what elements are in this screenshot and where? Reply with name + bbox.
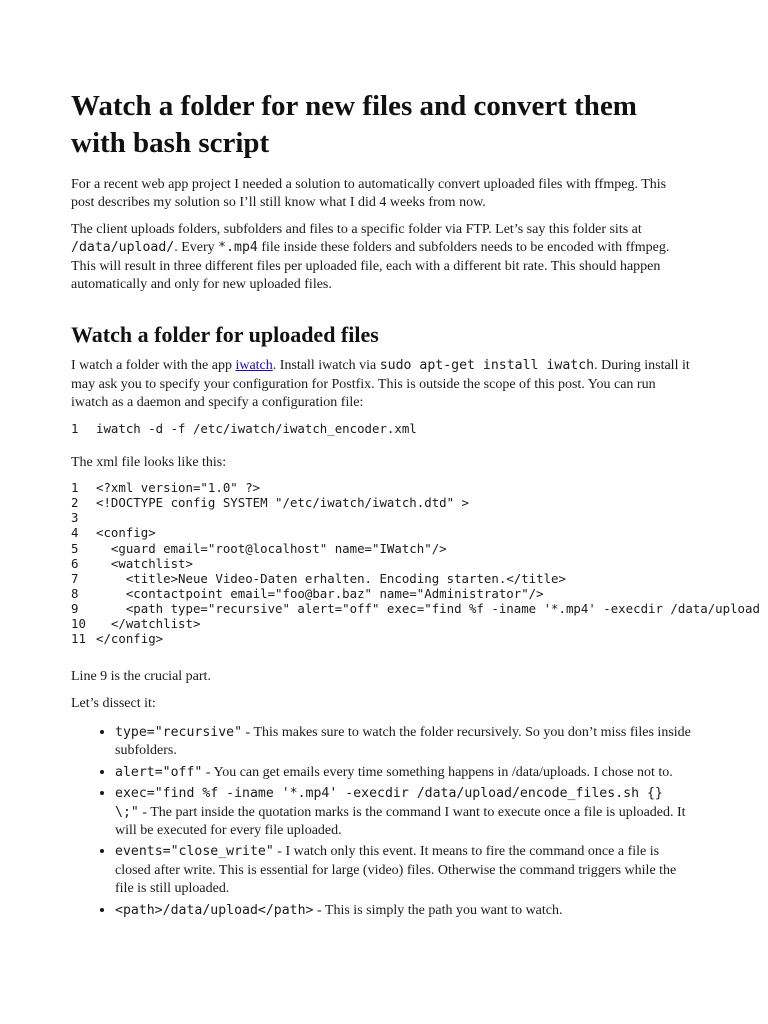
intro-paragraph: For a recent web app project I needed a solution to automatically convert uploaded files with ffmpeg. This post describes my solution so I’ll still know what I did 4 weeks from now. [71, 177, 667, 211]
line-number: 10 [71, 616, 86, 631]
line-number: 1 [71, 420, 79, 436]
line-number: 11 [71, 631, 86, 647]
line-number: 8 [71, 585, 79, 601]
list-item: • type="recursive" - This makes sure to watch the folder recursively. So you don’t miss files inside subfolders. [115, 723, 691, 761]
code-text: <watchlist> [96, 555, 193, 571]
code-line [71, 571, 768, 586]
code-text: <guard email="root@localhost" name="IWatch"/> [96, 540, 447, 556]
code-line [71, 495, 768, 510]
code-line [71, 631, 768, 646]
code-text: iwatch -d -f /etc/iwatch/iwatch_encoder.xml [96, 420, 417, 436]
line-number: 6 [71, 555, 79, 571]
line-number: 9 [71, 600, 79, 616]
xml-intro: The xml file looks like this: [71, 454, 227, 470]
list-item: • exec="find %f -iname '*.mp4' -execdir /data/upload/encode_files.sh {} \;" - The part inside the quotation marks is the command I want to execute once a file is uploaded. It will be executed for every file uploaded. [115, 784, 691, 840]
line-number: 2 [71, 495, 79, 511]
inline-code-upload-path: /data/upload/ [71, 240, 175, 256]
code-text: <?xml version="1.0" ?> [96, 480, 261, 496]
line-number: 7 [71, 570, 79, 586]
dissect-text: Let’s dissect it: [71, 695, 156, 711]
dissect-list [71, 723, 691, 920]
line-number: 3 [71, 510, 79, 526]
xml-code-block [71, 480, 768, 646]
code-text: <path type="recursive" alert="off" exec="find %f -iname '*.mp4' -execdir /data/upload [96, 600, 760, 616]
page-title: Watch a folder for new files and convert them with bash script [71, 90, 637, 159]
upload-paragraph: The client uploads folders, subfolders and files to a specific folder via FTP. Let’s say this folder sits at /data/upload/. Every *.mp4 file inside these folders and subfolders needs to be encoded with ffmpeg. This will result in three different files per uploaded file, each with a different bit rate. This should happen automatically and only for new uploaded files. [71, 221, 670, 293]
line9-note: Line 9 is the crucial part. [71, 669, 211, 685]
iwatch-link[interactable]: iwatch [235, 358, 273, 374]
code-line [71, 601, 768, 616]
code-text: </config> [96, 631, 164, 647]
code-line [71, 510, 768, 525]
iwatch-paragraph: I watch a folder with the app iwatch. Install iwatch via sudo apt-get install iwatch. During install it may ask you to specify your configuration for Postfix. This is outside the scope of this post. You can run iwatch as a daemon and specify a configuration file: [71, 358, 690, 411]
line-number: 4 [71, 525, 79, 541]
inline-code-install: sudo apt-get install iwatch [379, 358, 595, 374]
line-number: 5 [71, 540, 79, 556]
code-line [71, 541, 768, 556]
code-line [71, 421, 768, 436]
code-text: <!DOCTYPE config SYSTEM "/etc/iwatch/iwatch.dtd" > [96, 495, 469, 511]
code-text: <contactpoint email="foo@bar.baz" name="Administrator"/> [96, 585, 544, 601]
code-text: </watchlist> [96, 616, 201, 631]
code-line [71, 480, 768, 495]
code-line [71, 616, 768, 631]
code-line [71, 525, 768, 540]
code-text: <title>Neue Video-Daten erhalten. Encoding starten.</title> [96, 570, 566, 586]
section-heading: Watch a folder for uploaded files [71, 322, 379, 348]
article [71, 88, 760, 922]
line-number: 1 [71, 480, 79, 496]
code-text: <config> [96, 525, 156, 541]
list-item: • events="close_write" - I watch only this event. It means to fire the command once a file is closed after write. This is essential for large (video) files. Otherwise the command triggers while the file is still uploaded. [115, 842, 691, 898]
list-item: • <path>/data/upload</path> - This is simply the path you want to watch. [115, 901, 691, 920]
code-line [71, 556, 768, 571]
list-item: • alert="off" - You can get emails every time something happens in /data/uploads. I chose not to. [115, 763, 691, 782]
command-code-block [71, 421, 768, 436]
code-line [71, 586, 768, 601]
inline-code-mp4: *.mp4 [218, 240, 258, 256]
